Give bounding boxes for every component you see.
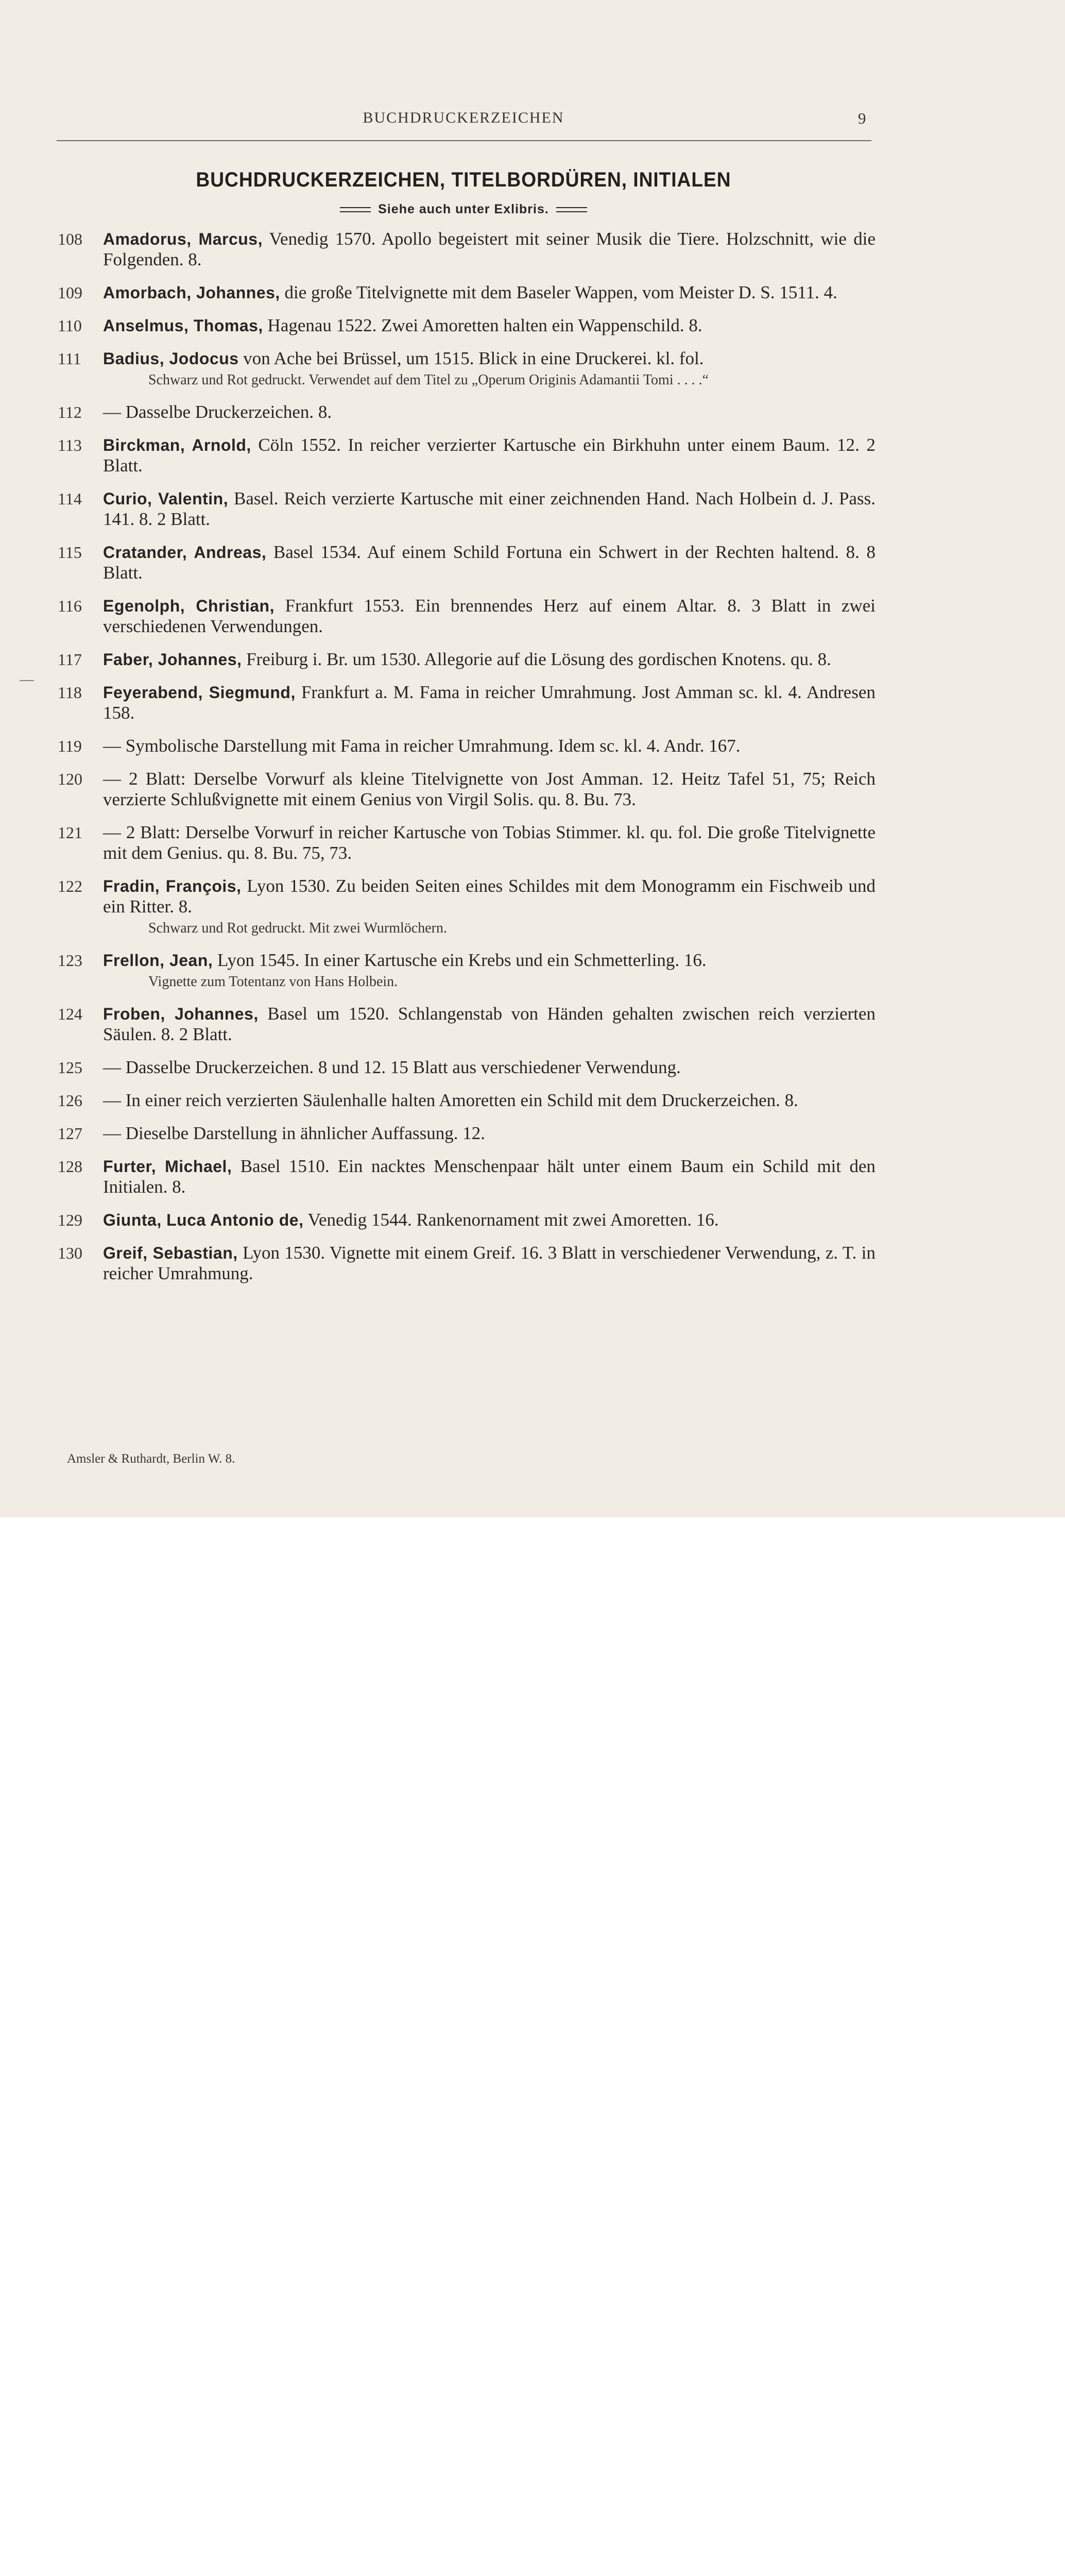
entry-number: 125 <box>58 1058 82 1077</box>
double-rule-right <box>556 207 587 212</box>
printer-name: Faber, Johannes, <box>103 650 242 669</box>
entry-note: Vignette zum Totentanz von Hans Holbein. <box>148 974 398 990</box>
page-number: 9 <box>858 109 866 127</box>
entry-description: Hagenau 1522. Zwei Amoretten halten ein Wappenschild. 8. <box>267 315 702 335</box>
catalog-entry <box>58 950 875 991</box>
entry-description: Venedig 1570. Apollo begeistert mit seiner Musik die Tiere. Holzschnitt, wie die Folgenden. 8. <box>103 229 876 269</box>
entry-number: 108 <box>58 230 82 248</box>
entry-note: Schwarz und Rot gedruckt. Verwendet auf dem Titel zu „Operum Originis Adamantii Tomi . . . .“ <box>148 372 709 388</box>
entry-description: Basel. Reich verzierte Kartusche mit einer zeichnenden Hand. Nach Holbein d. J. Pass. 141. 8. 2 Blatt. <box>103 488 875 529</box>
catalog-entry <box>58 1210 875 1230</box>
entry-number: 124 <box>58 1005 82 1023</box>
catalog-entry <box>58 435 875 476</box>
catalog-entry <box>58 769 875 810</box>
running-title: BUCHDRUCKERZEICHEN <box>363 109 564 126</box>
catalog-entry <box>58 596 875 637</box>
entry-description: — In einer reich verzierten Säulenhalle halten Amoretten ein Schild mit dem Druckerzeichen. 8. <box>103 1090 798 1110</box>
printer-name: Amadorus, Marcus, <box>103 230 263 248</box>
entry-number: 120 <box>58 770 82 788</box>
entry-number: 119 <box>58 737 82 755</box>
catalog-entry <box>58 1243 875 1284</box>
catalog-entry <box>58 1004 875 1045</box>
catalog-entry <box>58 682 875 723</box>
printer-name: Badius, Jodocus <box>103 349 239 368</box>
catalog-entry <box>58 1057 875 1078</box>
entry-description: Cöln 1552. In reicher verzierter Kartusche ein Birkhuhn unter einem Baum. 12. 2 Blatt. <box>103 435 875 476</box>
entry-description: Basel um 1520. Schlangenstab von Händen gehalten zwischen reich verzierten Säulen. 8. 2 Blatt. <box>103 1004 876 1044</box>
catalog-entry <box>58 488 875 530</box>
catalog-entry <box>58 649 875 670</box>
entry-description: Lyon 1545. In einer Kartusche ein Krebs und ein Schmetterling. 16. <box>217 950 707 970</box>
entry-number: 121 <box>58 823 82 842</box>
printer-name: Amorbach, Johannes, <box>103 283 280 302</box>
entry-number: 114 <box>58 489 82 508</box>
see-also-text: Siehe auch unter Exlibris. <box>378 202 549 216</box>
entry-number: 112 <box>58 403 82 421</box>
viewer-footer <box>0 1517 1065 1594</box>
entry-number: 130 <box>58 1244 82 1262</box>
printer-name: Egenolph, Christian, <box>103 597 274 615</box>
entry-number: 113 <box>58 436 82 454</box>
printer-name: Furter, Michael, <box>103 1157 232 1176</box>
entry-description: Lyon 1530. Zu beiden Seiten eines Schildes mit dem Monogramm ein Fischweib und ein Ritter. 8. <box>103 876 876 917</box>
printer-name: Giunta, Luca Antonio de, <box>103 1211 304 1229</box>
entry-number: 122 <box>58 877 82 895</box>
entry-number: 126 <box>58 1091 82 1110</box>
printer-name: Fradin, François, <box>103 877 242 895</box>
catalog-entry <box>58 1156 875 1197</box>
entry-number: 109 <box>58 283 82 302</box>
section-title: BUCHDRUCKERZEICHEN, TITELBORDÜREN, INITIALEN <box>196 168 731 191</box>
header-rule <box>57 140 871 141</box>
catalog-entry <box>58 229 875 270</box>
entry-number: 117 <box>58 650 82 669</box>
entry-number: 111 <box>58 349 81 368</box>
printer-name: Feyerabend, Siegmund, <box>103 683 296 702</box>
publisher-imprint: Amsler & Ruthardt, Berlin W. 8. <box>67 1452 235 1466</box>
entry-number: 115 <box>58 543 82 562</box>
entry-note: Schwarz und Rot gedruckt. Mit zwei Wurmlöchern. <box>148 920 447 936</box>
catalog-entry <box>58 542 875 583</box>
margin-mark <box>20 680 34 681</box>
entry-number: 127 <box>58 1124 82 1143</box>
printer-name: Anselmus, Thomas, <box>103 316 263 335</box>
see-also-note <box>0 202 927 217</box>
catalog-entry <box>58 402 875 422</box>
entry-number: 118 <box>58 683 82 702</box>
entry-description: Freiburg i. Br. um 1530. Allegorie auf die Lösung des gordischen Knotens. qu. 8. <box>246 649 831 669</box>
catalog-entry <box>58 348 875 389</box>
entry-number: 116 <box>58 597 82 615</box>
entry-description: — 2 Blatt: Derselbe Vorwurf als kleine Titelvignette von Jost Amman. 12. Heitz Tafel 51, 75; Reich verzierte Schlußvignette mit einem Genius von Virgil Solis. qu. 8. Bu. 73. <box>103 769 875 809</box>
entry-description: die große Titelvignette mit dem Baseler Wappen, vom Meister D. S. 1511. 4. <box>284 282 837 302</box>
entry-number: 110 <box>58 316 82 335</box>
entry-list <box>58 229 875 1296</box>
entry-number: 123 <box>58 951 82 970</box>
catalog-entry <box>58 736 875 756</box>
printer-name: Cratander, Andreas, <box>103 543 267 562</box>
entry-description: Venedig 1544. Rankenornament mit zwei Amoretten. 16. <box>307 1210 719 1230</box>
entry-description: von Ache bei Brüssel, um 1515. Blick in eine Druckerei. kl. fol. <box>243 348 704 368</box>
printer-name: Birckman, Arnold, <box>103 436 251 454</box>
entry-description: Frankfurt 1553. Ein brennendes Herz auf einem Altar. 8. 3 Blatt in zwei verschiedenen Verwendungen. <box>103 596 876 636</box>
entry-description: — Dasselbe Druckerzeichen. 8 und 12. 15 Blatt aus verschiedener Verwendung. <box>103 1057 681 1077</box>
entry-description: Frankfurt a. M. Fama in reicher Umrahmung. Jost Amman sc. kl. 4. Andresen 158. <box>103 682 875 723</box>
double-rule-left <box>340 207 371 212</box>
catalog-entry <box>58 1090 875 1111</box>
catalog-entry <box>58 822 875 863</box>
entry-number: 128 <box>58 1157 82 1176</box>
entry-number: 129 <box>58 1211 82 1229</box>
entry-description: Basel 1534. Auf einem Schild Fortuna ein Schwert in der Rechten haltend. 8. 8 Blatt. <box>103 542 875 583</box>
entry-description: — Symbolische Darstellung mit Fama in reicher Umrahmung. Idem sc. kl. 4. Andr. 167. <box>103 736 741 756</box>
entry-description: — 2 Blatt: Derselbe Vorwurf in reicher Kartusche von Tobias Stimmer. kl. qu. fol. Die große Titelvignette mit dem Genius. qu. 8. Bu. 75, 73. <box>103 822 875 863</box>
catalog-entry <box>58 876 875 938</box>
printer-name: Curio, Valentin, <box>103 489 229 508</box>
entry-description: Basel 1510. Ein nacktes Menschenpaar hält unter einem Baum ein Schild mit den Initialen. 8. <box>103 1156 875 1197</box>
catalog-entry <box>58 1123 875 1144</box>
entry-description: Lyon 1530. Vignette mit einem Greif. 16. 3 Blatt in verschiedener Verwendung, z. T. in reicher Umrahmung. <box>103 1243 876 1283</box>
printer-name: Frellon, Jean, <box>103 951 213 970</box>
entry-description: — Dieselbe Darstellung in ähnlicher Auffassung. 12. <box>103 1123 485 1143</box>
catalog-entry <box>58 282 875 303</box>
printer-name: Froben, Johannes, <box>103 1005 259 1023</box>
printer-name: Greif, Sebastian, <box>103 1244 238 1262</box>
entry-description: — Dasselbe Druckerzeichen. 8. <box>103 402 332 422</box>
catalog-entry <box>58 315 875 336</box>
